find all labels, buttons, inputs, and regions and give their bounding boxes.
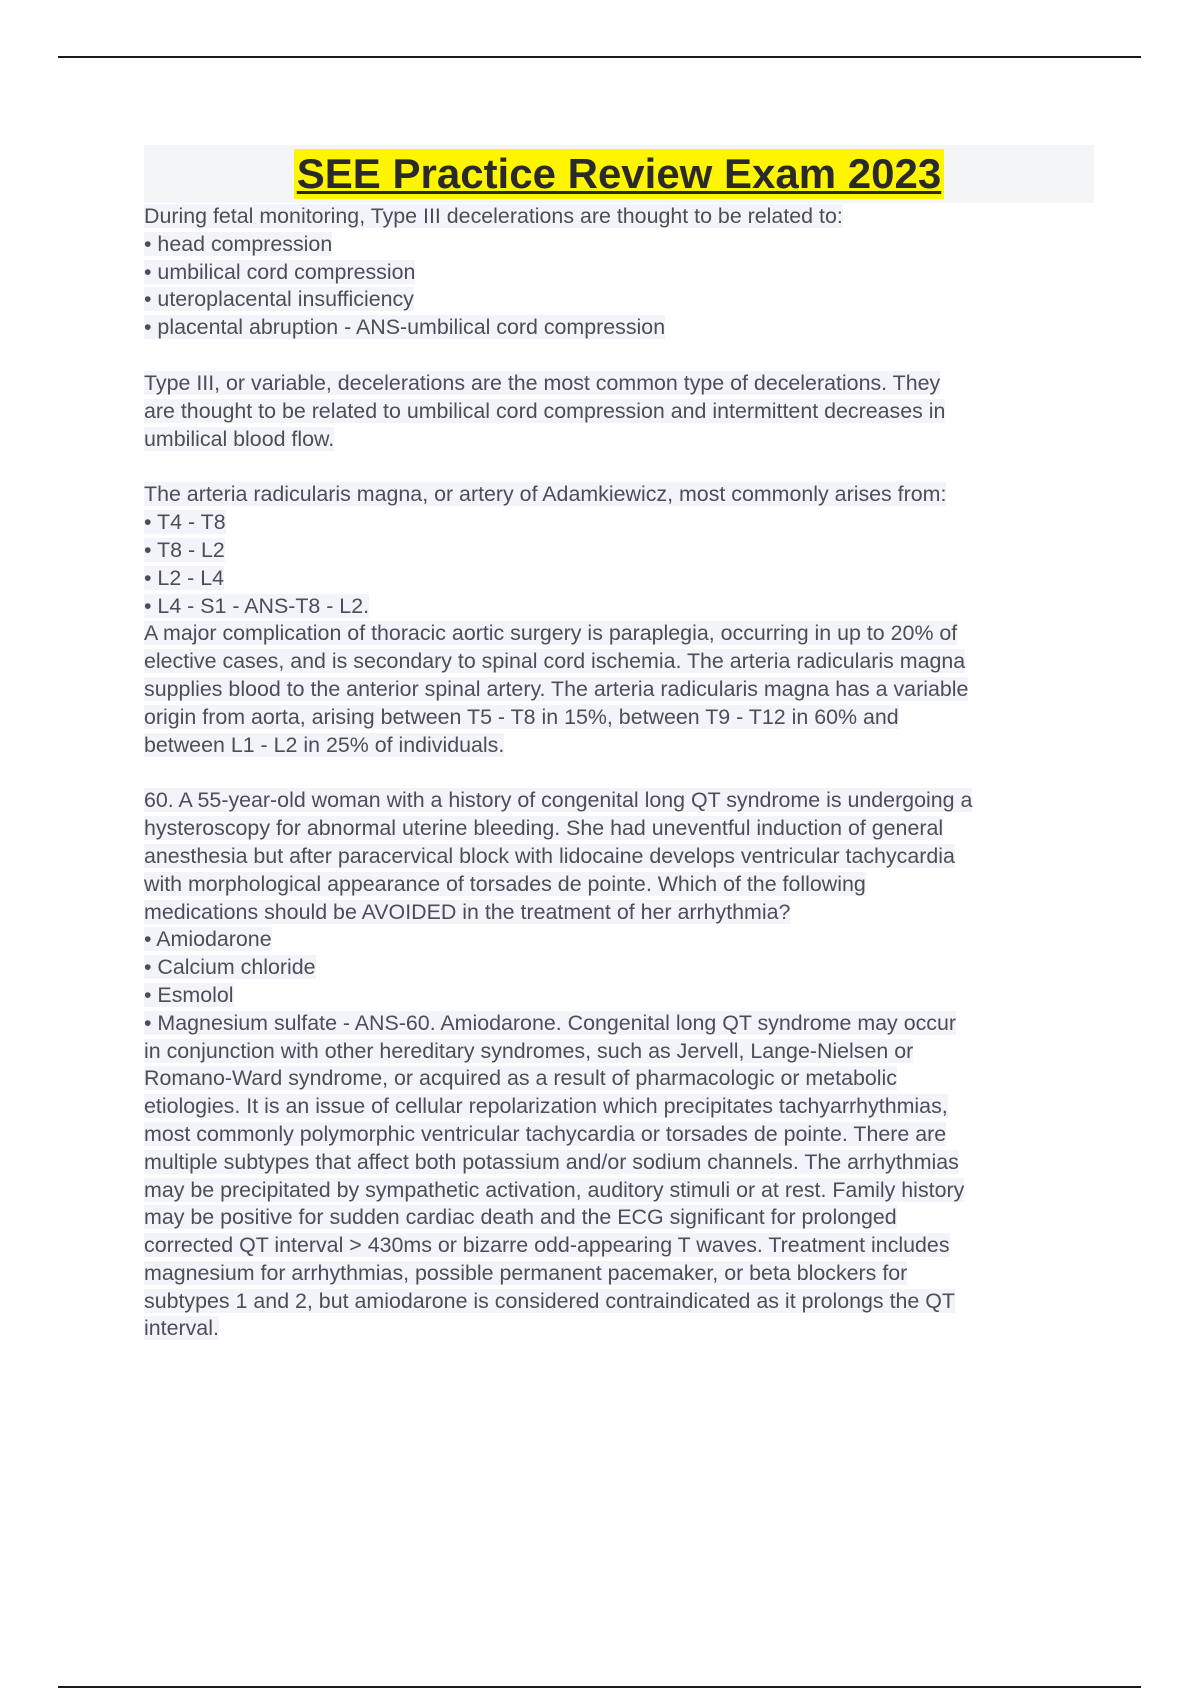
text-line xyxy=(144,1204,1094,1232)
text-line xyxy=(144,787,1094,815)
text-line-content: Romano-Ward syndrome, or acquired as a result of pharmacologic or metabolic xyxy=(144,1066,897,1091)
text-line-content: supplies blood to the anterior spinal artery. The arteria radicularis magna has a variable xyxy=(144,676,969,701)
text-line xyxy=(144,648,1094,676)
text-line-content: 60. A 55-year-old woman with a history of congenital long QT syndrome is undergoing a xyxy=(144,788,973,813)
text-line xyxy=(144,1065,1094,1093)
text-line-content: may be positive for sudden cardiac death and the ECG significant for prolonged xyxy=(144,1205,897,1230)
text-line xyxy=(144,815,1094,843)
text-line-content: During fetal monitoring, Type III decelerations are thought to be related to: xyxy=(144,204,843,228)
text-line xyxy=(144,203,1094,231)
text-line-content: The arteria radicularis magna, or artery of Adamkiewicz, most commonly arises from: xyxy=(144,482,947,507)
text-line xyxy=(144,1121,1094,1149)
text-line xyxy=(144,1177,1094,1205)
text-line xyxy=(144,509,1094,537)
text-line-content: • Amiodarone xyxy=(144,927,272,952)
text-line xyxy=(144,704,1094,732)
text-line-content: are thought to be related to umbilical cord compression and intermittent decreases in xyxy=(144,398,946,423)
text-line xyxy=(144,398,1094,426)
text-line xyxy=(144,1038,1094,1066)
text-line xyxy=(144,1149,1094,1177)
text-line xyxy=(144,286,1094,314)
bottom-rule xyxy=(58,1686,1141,1688)
text-line-content: origin from aorta, arising between T5 - T8 in 15%, between T9 - T12 in 60% and xyxy=(144,704,899,729)
text-line xyxy=(144,899,1094,927)
text-line xyxy=(144,1315,1094,1343)
text-line xyxy=(144,1260,1094,1288)
text-line-content: with morphological appearance of torsades de pointe. Which of the following xyxy=(144,871,866,896)
text-line xyxy=(144,1288,1094,1316)
text-line xyxy=(144,565,1094,593)
text-line-content: medications should be AVOIDED in the treatment of her arrhythmia? xyxy=(144,899,791,924)
document-body xyxy=(144,145,1094,1343)
text-line-content: most commonly polymorphic ventricular tachycardia or torsades de pointe. There are xyxy=(144,1121,947,1146)
page-title: SEE Practice Review Exam 2023 xyxy=(294,149,944,199)
text-line-content: • Calcium chloride xyxy=(144,955,316,980)
text-line xyxy=(144,1093,1094,1121)
text-line-content: multiple subtypes that affect both potassium and/or sodium channels. The arrhythmias xyxy=(144,1149,959,1174)
text-line-content: anesthesia but after paracervical block with lidocaine develops ventricular tachycardia xyxy=(144,843,955,868)
text-line-content: interval. xyxy=(144,1316,219,1341)
text-line-content: • umbilical cord compression xyxy=(144,259,416,284)
text-line xyxy=(144,370,1094,398)
question-fetal-decelerations xyxy=(144,203,1094,342)
text-line xyxy=(144,620,1094,648)
explanation-fetal-decelerations xyxy=(144,370,1094,453)
top-rule xyxy=(58,56,1141,58)
text-line-content: • L2 - L4 xyxy=(144,565,225,590)
text-line xyxy=(144,426,1094,454)
text-line xyxy=(144,982,1094,1010)
text-line-content: • T4 - T8 xyxy=(144,510,226,535)
text-line xyxy=(144,926,1094,954)
text-line xyxy=(144,1010,1094,1038)
text-line-content: subtypes 1 and 2, but amiodarone is considered contraindicated as it prolongs the QT xyxy=(144,1288,955,1313)
text-line xyxy=(144,676,1094,704)
text-line-content: • head compression xyxy=(144,231,333,256)
text-line xyxy=(144,954,1094,982)
text-line-content: corrected QT interval > 430ms or bizarre odd-appearing T waves. Treatment includes xyxy=(144,1233,950,1258)
text-line xyxy=(144,871,1094,899)
text-line-content: • Esmolol xyxy=(144,982,234,1007)
question-long-qt xyxy=(144,787,1094,1343)
text-line-content: • T8 - L2 xyxy=(144,537,225,562)
text-line-content: hysteroscopy for abnormal uterine bleeding. She had uneventful induction of general xyxy=(144,816,944,841)
text-line xyxy=(144,593,1094,621)
text-line-content: • Magnesium sulfate - ANS-60. Amiodarone. Congenital long QT syndrome may occur xyxy=(144,1010,957,1035)
text-line xyxy=(144,259,1094,287)
text-line-content: • uteroplacental insufficiency xyxy=(144,287,414,312)
text-line-content: magnesium for arrhythmias, possible permanent pacemaker, or beta blockers for xyxy=(144,1260,908,1285)
text-line-content: • placental abruption - ANS-umbilical cord compression xyxy=(144,315,666,340)
text-line-content: Type III, or variable, decelerations are the most common type of decelerations. They xyxy=(144,370,941,395)
text-line-content: elective cases, and is secondary to spinal cord ischemia. The arteria radicularis magna xyxy=(144,649,966,674)
text-line-content: A major complication of thoracic aortic surgery is paraplegia, occurring in up to 20% of xyxy=(144,621,958,646)
text-line xyxy=(144,537,1094,565)
text-line xyxy=(144,1232,1094,1260)
title-band xyxy=(144,145,1094,203)
text-line xyxy=(144,314,1094,342)
text-line-content: etiologies. It is an issue of cellular repolarization which precipitates tachyarrhythmias, xyxy=(144,1094,948,1119)
text-line xyxy=(144,732,1094,760)
text-line xyxy=(144,231,1094,259)
text-line xyxy=(144,481,1094,509)
text-line-content: may be precipitated by sympathetic activation, auditory stimuli or at rest. Family history xyxy=(144,1177,965,1202)
text-line-content: in conjunction with other hereditary syndromes, such as Jervell, Lange-Nielsen or xyxy=(144,1038,914,1063)
text-line-content: umbilical blood flow. xyxy=(144,426,335,451)
text-line-content: • L4 - S1 - ANS-T8 - L2. xyxy=(144,593,370,618)
question-adamkiewicz xyxy=(144,481,1094,759)
text-line-content: between L1 - L2 in 25% of individuals. xyxy=(144,732,505,757)
text-line xyxy=(144,843,1094,871)
